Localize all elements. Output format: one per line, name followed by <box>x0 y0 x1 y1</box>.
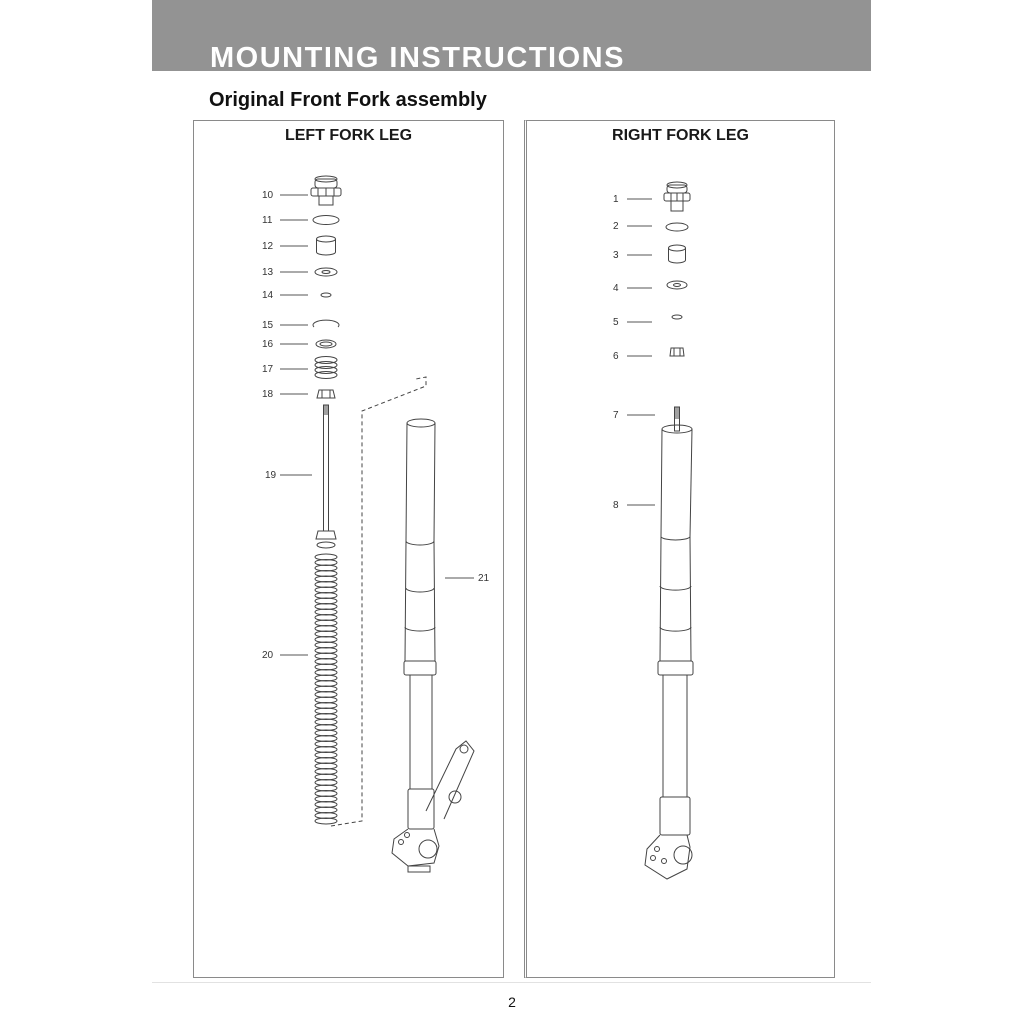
part-label-7: 7 <box>613 410 619 421</box>
part-label-19: 19 <box>265 470 277 481</box>
footer-divider <box>152 982 871 983</box>
part-label-11: 11 <box>262 215 273 226</box>
fork-spring-part <box>315 554 337 824</box>
right-part-labels <box>613 194 619 511</box>
part-label-1: 1 <box>613 194 619 205</box>
right-fork-diagram <box>527 121 835 979</box>
header-banner <box>152 0 871 71</box>
left-panel-title: LEFT FORK LEG <box>284 127 413 144</box>
damper-rod-part <box>316 405 336 548</box>
left-fork-diagram <box>194 121 505 979</box>
small-ring-part <box>321 293 331 297</box>
left-part-labels <box>262 190 490 661</box>
part-label-14: 14 <box>262 290 274 301</box>
spacer-bush-part <box>317 236 336 255</box>
spring-seat-part <box>315 357 337 379</box>
page-number: 2 <box>508 994 516 1010</box>
spacer-bush-part <box>669 245 686 263</box>
page-title: MOUNTING INSTRUCTIONS <box>210 42 625 71</box>
o-ring-part <box>666 223 688 231</box>
fork-cap-part <box>311 176 341 205</box>
small-ring-part <box>672 315 682 319</box>
part-label-17: 17 <box>262 364 274 375</box>
fork-leg-part <box>645 425 693 879</box>
part-label-6: 6 <box>613 351 619 362</box>
part-label-18: 18 <box>262 389 274 400</box>
damper-rod-part <box>675 407 680 431</box>
part-label-10: 10 <box>262 190 274 201</box>
part-label-8: 8 <box>613 500 619 511</box>
right-fork-leg-panel <box>524 120 835 978</box>
assembly-guide-line <box>331 377 426 826</box>
part-label-15: 15 <box>262 320 274 331</box>
part-label-16: 16 <box>262 339 274 350</box>
part-label-4: 4 <box>613 283 619 294</box>
left-fork-leg-panel <box>193 120 504 978</box>
part-label-20: 20 <box>262 650 274 661</box>
part-label-13: 13 <box>262 267 274 278</box>
circlip-part <box>313 320 339 327</box>
washer-part <box>667 281 687 289</box>
o-ring-part <box>313 216 339 225</box>
part-label-5: 5 <box>613 317 619 328</box>
fork-cap-part <box>664 182 690 211</box>
lock-nut-part <box>670 348 684 356</box>
section-subtitle: Original Front Fork assembly <box>209 89 487 111</box>
fork-leg-part <box>392 419 474 872</box>
lock-nut-part <box>317 390 335 398</box>
washer-part <box>315 268 337 276</box>
part-label-12: 12 <box>262 241 274 252</box>
part-label-3: 3 <box>613 250 619 261</box>
part-label-2: 2 <box>613 221 619 232</box>
part-label-21: 21 <box>478 573 490 584</box>
right-panel-title: RIGHT FORK LEG <box>612 127 749 144</box>
seal-part <box>316 340 336 348</box>
